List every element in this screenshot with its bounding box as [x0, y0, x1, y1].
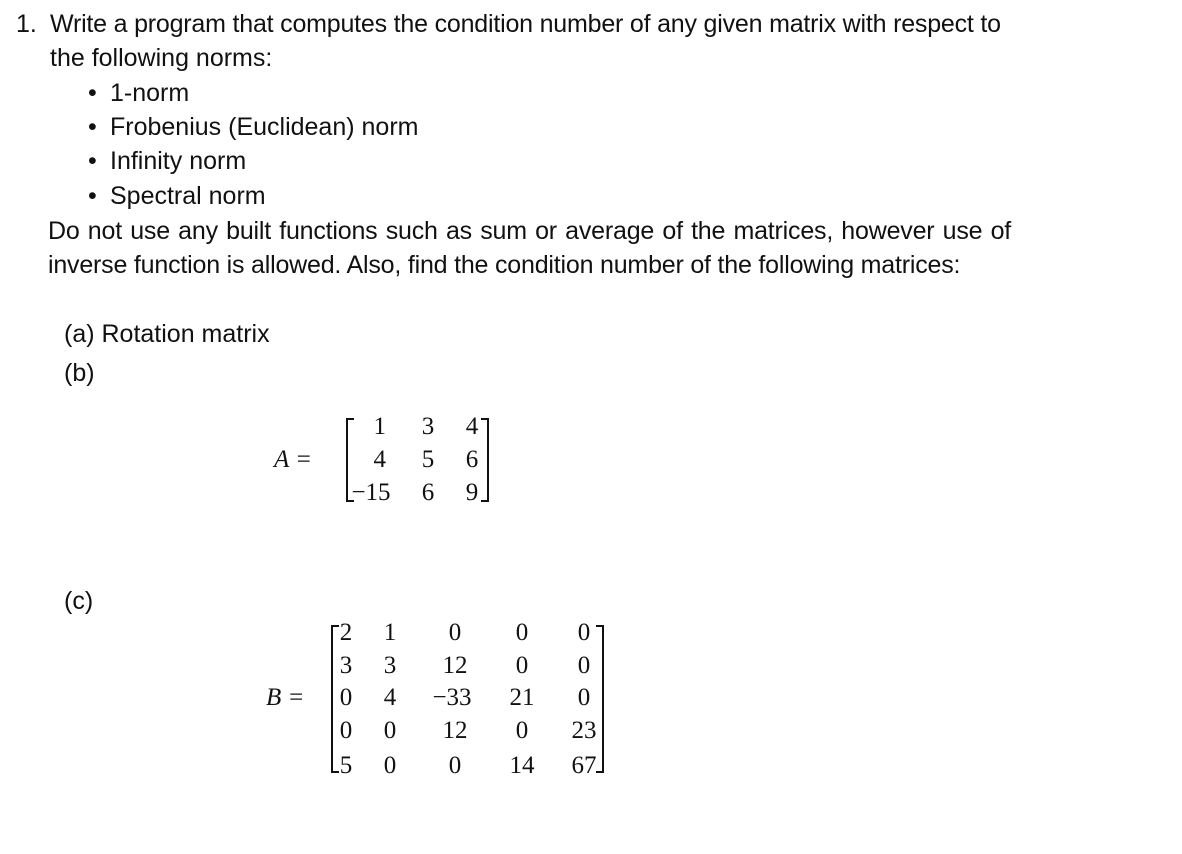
matrix-b-cell: 0 — [339, 684, 353, 711]
matrix-b-cell: 0 — [383, 752, 397, 779]
matrix-a-cell: 1 — [373, 413, 386, 440]
bullet-marker: • — [88, 147, 97, 175]
matrix-b-cell: 0 — [448, 619, 462, 646]
matrix-b-cell: 5 — [339, 752, 353, 779]
matrix-b-cell: 12 — [442, 652, 468, 679]
matrix-b-cell: −33 — [432, 684, 472, 711]
question-intro-line2: the following norms: — [50, 44, 273, 72]
matrix-b-cell: 21 — [509, 684, 535, 711]
matrix-b-cell: 3 — [339, 652, 353, 679]
matrix-b-cell: 0 — [383, 717, 397, 744]
matrix-b-cell: 14 — [509, 752, 535, 779]
part-b-label: (b) — [64, 359, 95, 387]
matrix-b-cell: 0 — [515, 619, 529, 646]
matrix-b-cell: 3 — [383, 652, 397, 679]
matrix-a-cell: 3 — [421, 413, 435, 440]
matrix-a-cell: 5 — [421, 446, 435, 473]
matrix-a-cell: 4 — [373, 446, 386, 473]
matrix-b-cell: 1 — [383, 619, 397, 646]
matrix-a-cell: 6 — [421, 479, 435, 506]
matrix-b-cell: 2 — [339, 619, 353, 646]
norm-item: Spectral norm — [110, 182, 266, 210]
matrix-b-cell: 0 — [577, 619, 591, 646]
matrix-b-cell: 0 — [577, 684, 591, 711]
matrix-a-lhs: A = — [274, 446, 312, 473]
norm-item: Infinity norm — [110, 147, 247, 175]
matrix-b-cell: 0 — [515, 652, 529, 679]
instruction-line1: Do not use any built functions such as sum or average of the matrices, however use of — [48, 217, 1012, 245]
matrix-b-cell: 0 — [448, 752, 462, 779]
matrix-b-lhs: B = — [266, 684, 305, 711]
instruction-line2: inverse function is allowed. Also, find the condition number of the following matrices: — [48, 251, 961, 279]
matrix-b-cell: 67 — [571, 752, 597, 779]
question-number: 1. — [16, 10, 37, 38]
matrix-a-cell: 9 — [465, 479, 479, 506]
bullet-marker: • — [88, 79, 97, 107]
matrix-a-cell: 4 — [465, 413, 479, 440]
matrix-b-cell: 12 — [442, 717, 468, 744]
matrix-b-cell: 0 — [339, 717, 353, 744]
norm-item: Frobenius (Euclidean) norm — [110, 113, 419, 141]
part-c-label: (c) — [64, 587, 94, 615]
matrix-b-cell: 0 — [577, 652, 591, 679]
matrix-a-cell: −15 — [351, 479, 391, 506]
matrix-b-cell: 23 — [571, 717, 597, 744]
matrix-a-cell: 6 — [465, 446, 479, 473]
matrix-b-cell: 4 — [383, 684, 397, 711]
matrix-b-cell: 0 — [515, 717, 529, 744]
norm-item: 1-norm — [110, 79, 190, 107]
bullet-marker: • — [88, 113, 97, 141]
question-intro-line1: Write a program that computes the condition number of any given matrix with respect to — [50, 10, 1001, 38]
part-a-label: (a) Rotation matrix — [64, 320, 270, 348]
bullet-marker: • — [88, 182, 97, 210]
